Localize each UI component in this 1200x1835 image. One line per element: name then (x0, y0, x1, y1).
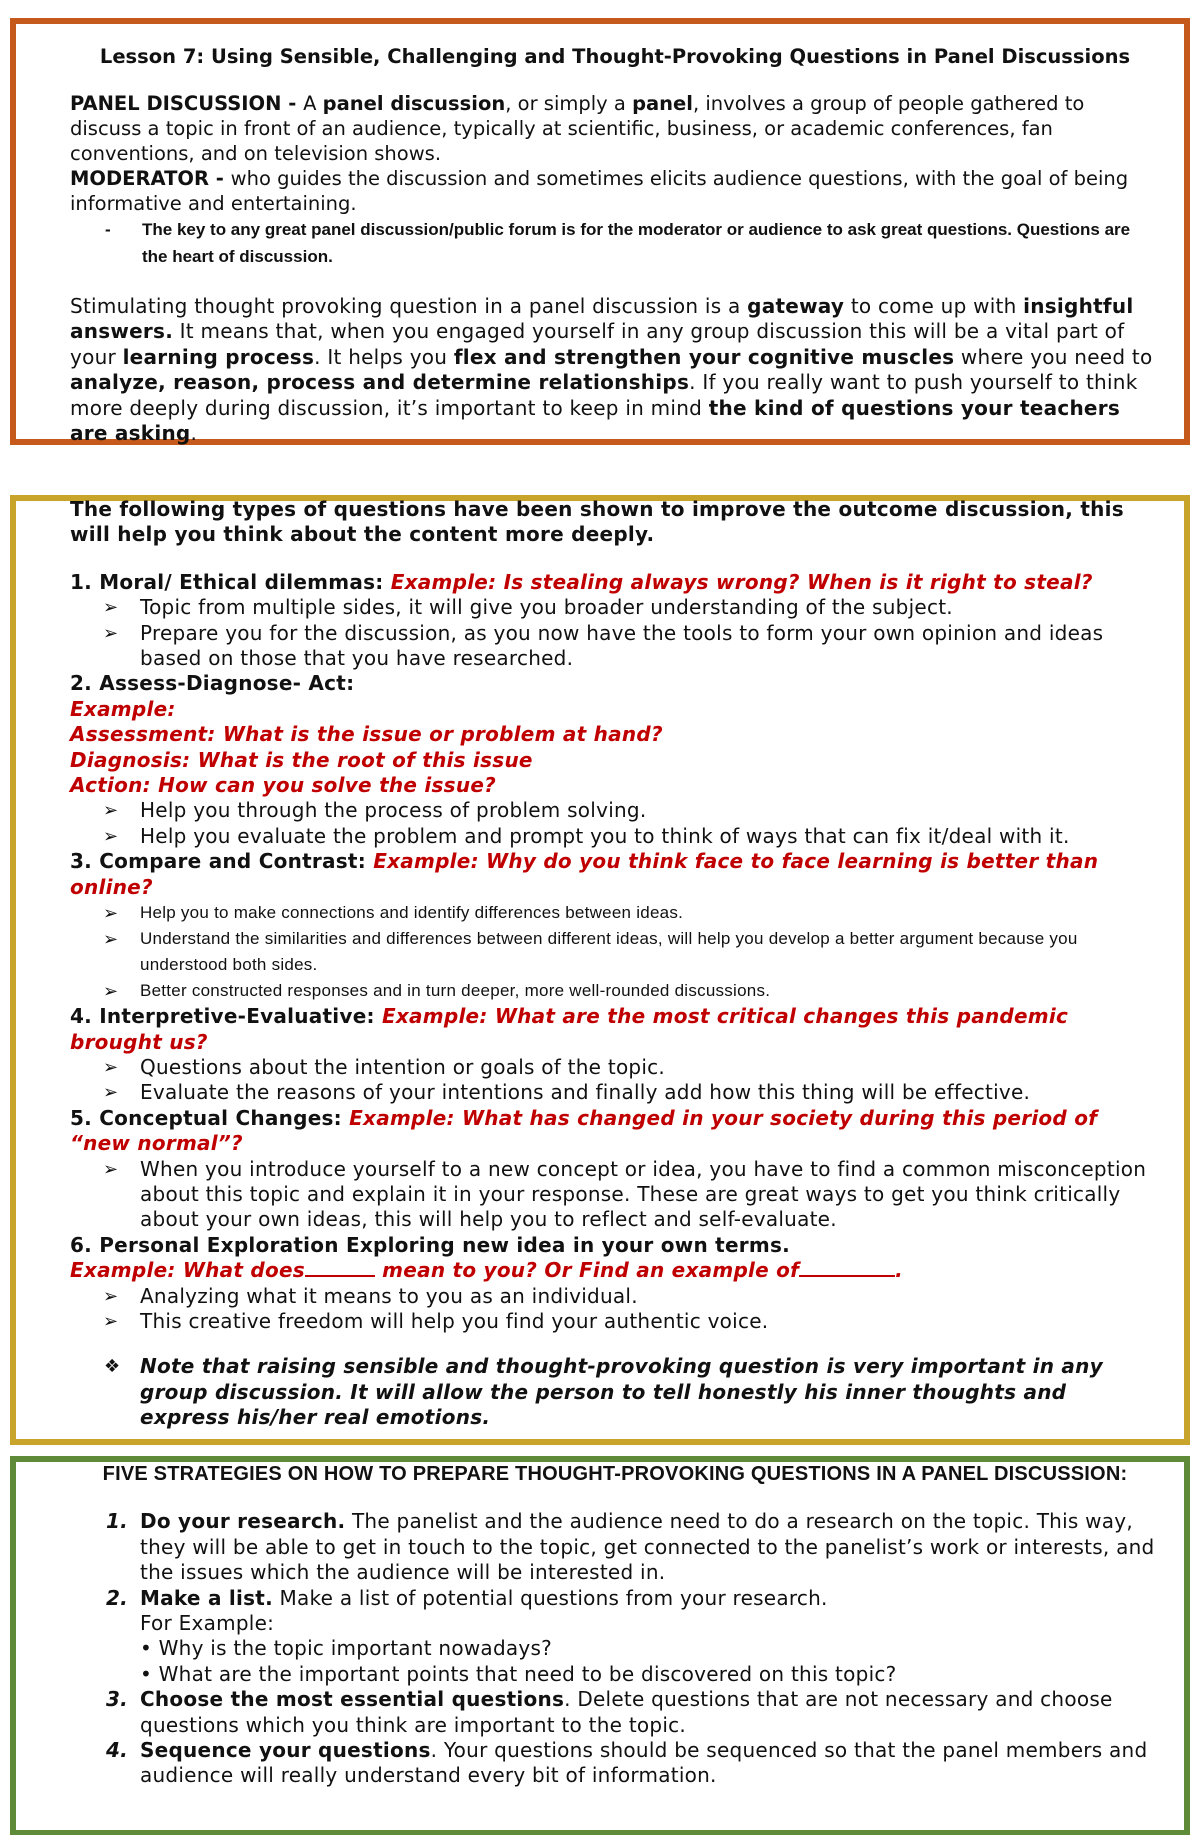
dash-bullet: - (105, 220, 111, 239)
q6-example-part-2: mean to you? Or Find an example of (374, 1258, 800, 1283)
item-text: . Delete questions that are not necessary and choose questions which you think are important to the topic. (140, 1687, 1113, 1737)
lesson-intro-section (70, 44, 1160, 446)
panel-definition (70, 91, 1160, 166)
panel-bold-2: panel (632, 92, 693, 115)
stim-text-6: . If you really want to push yourself to think more deeply during discussion, it’s important to keep in mind (70, 370, 1138, 420)
bullet-text: Topic from multiple sides, it will give you broader understanding of the subject. (140, 595, 953, 620)
sub-bullet-text: What are the important points that need to be discovered on this topic? (158, 1661, 897, 1686)
item-text: Make a list of potential questions from your research. (272, 1585, 828, 1610)
stimulating-paragraph (70, 294, 1160, 446)
list-item (70, 926, 1160, 978)
key-point-list (70, 216, 1160, 270)
arrow-bullet-icon: ➢ (103, 800, 119, 822)
q3-bullets (70, 900, 1160, 1004)
panel-text-2: , or simply a (505, 92, 633, 115)
list-item (70, 1080, 1160, 1105)
q2-diagnosis: Diagnosis: What is the root of this issue (70, 747, 533, 772)
q6-example-part-3: . (895, 1258, 903, 1283)
q6-example (70, 1258, 1160, 1283)
strategies-section (70, 1462, 1160, 1789)
list-item (70, 824, 1160, 849)
question-types-section (70, 497, 1160, 1431)
bullet-text: Evaluate the reasons of your intentions and finally add how this thing will be effective. (140, 1080, 1031, 1105)
arrow-bullet-icon: ➢ (103, 597, 119, 619)
bullet-text: Prepare you for the discussion, as you now have the tools to form your own opinion and ideas based on those that you have researched. (140, 620, 1104, 671)
item-heading: Choose the most essential questions (140, 1687, 565, 1712)
panel-text-3: , involves a group of people gathered to discuss a topic in front of an audience, typically at scientific, business, or academic conferences, fan conventions, and on television shows. (70, 92, 1085, 165)
list-item (70, 1738, 1160, 1789)
lesson-title: Lesson 7: Using Sensible, Challenging and Thought-Provoking Questions in Panel Discussions (99, 45, 1131, 68)
q4-heading (70, 1004, 1160, 1055)
bullet-text: This creative freedom will help you find your authentic voice. (140, 1308, 769, 1333)
item-heading: Sequence your questions (140, 1738, 431, 1763)
for-example-label: For Example: (140, 1611, 275, 1636)
q2-assessment: Assessment: What is the issue or problem at hand? (70, 722, 663, 747)
stim-text-1: Stimulating thought provoking question in a panel discussion is a (70, 294, 748, 318)
list-item (70, 1586, 1160, 1688)
stim-bold-1: gateway (747, 294, 845, 318)
q3-example: Example: Why do you think face to face learning is better than online? (70, 849, 1099, 899)
q6-example-part-1: Example: What does (70, 1258, 305, 1283)
diamond-bullet-icon: ❖ (104, 1356, 121, 1378)
list-item (70, 595, 1160, 620)
bullet-text: Questions about the intention or goals of the topic. (140, 1054, 666, 1079)
q2-example-label: Example: (70, 696, 176, 721)
bullet-text: Analyzing what it means to you as an individual. (140, 1283, 638, 1308)
q2-bullets (70, 798, 1160, 849)
fill-in-blank (305, 1275, 375, 1277)
stim-text-3: It means that, when you engaged yourself in any group discussion this will be a vital part of your (70, 319, 1125, 369)
q5-heading (70, 1106, 1160, 1157)
bullet-text: Help you evaluate the problem and prompt you to think of ways that can fix it/deal with it. (140, 823, 1070, 848)
list-item (70, 1687, 1160, 1738)
list-item (70, 798, 1160, 823)
stim-text-7: . (190, 421, 198, 446)
strategies-title: FIVE STRATEGIES ON HOW TO PREPARE THOUGHT-PROVOKING QUESTIONS IN A PANEL DISCUSSION: (102, 1463, 1128, 1485)
sub-bullet (140, 1662, 1160, 1687)
fill-in-blank (799, 1275, 895, 1277)
item-number: 4. (106, 1738, 129, 1763)
moderator-definition (70, 166, 1160, 216)
arrow-bullet-icon: ➢ (103, 903, 119, 924)
bullet-text: Help you to make connections and identify differences between ideas. (140, 903, 684, 923)
list-item (70, 621, 1160, 672)
dot-bullet-icon: • (140, 1661, 159, 1686)
list-item (70, 1055, 1160, 1080)
item-heading: Do your research. (140, 1509, 346, 1534)
list-item (70, 1157, 1160, 1233)
item-text: . Your questions should be sequenced so that the panel members and audience will really understand every bit of information. (140, 1738, 1148, 1788)
q1-title: 1. Moral/ Ethical dilemmas: (70, 569, 391, 594)
list-item (70, 1309, 1160, 1334)
q1-heading (70, 570, 1160, 595)
q1-example: Example: Is stealing always wrong? When is it right to steal? (390, 569, 1093, 594)
key-point (70, 216, 1160, 270)
q6-title: 6. Personal Exploration Exploring new idea in your own terms. (70, 1232, 790, 1257)
arrow-bullet-icon: ➢ (103, 825, 119, 847)
strategies-list (70, 1509, 1160, 1788)
q5-example: Example: What has changed in your society during this period of “new normal”? (70, 1105, 1098, 1156)
item-number: 2. (106, 1585, 129, 1610)
bullet-text: Better constructed responses and in turn deeper, more well-rounded discussions. (140, 981, 771, 1001)
important-note (70, 1354, 1160, 1430)
item-number: 3. (106, 1687, 129, 1712)
sub-bullet (140, 1636, 1160, 1661)
bullet-text: Understand the similarities and differences between different ideas, will help you develop a better argument because you understood both sides. (140, 929, 1078, 975)
panel-text-1: A (303, 92, 323, 115)
bullet-text: Help you through the process of problem solving. (140, 798, 647, 823)
q4-example: Example: What are the most critical changes this pandemic brought us? (70, 1004, 1069, 1054)
stim-bold-6: the kind of questions your teachers are asking (70, 395, 1121, 446)
stim-text-2: to come up with (844, 294, 1024, 318)
stim-bold-4: flex and strengthen your cognitive muscles (453, 344, 955, 369)
arrow-bullet-icon: ➢ (103, 929, 119, 950)
q3-title: 3. Compare and Contrast: (70, 849, 374, 874)
q4-bullets (70, 1055, 1160, 1106)
q1-bullets (70, 595, 1160, 671)
question-types-intro: The following types of questions have been shown to improve the outcome discussion, this will help you think about the content more deeply. (70, 497, 1124, 547)
key-point-text: The key to any great panel discussion/public forum is for the moderator or audience to ask great questions. Questions are the heart of discussion. (142, 220, 1131, 266)
q2-title: 2. Assess-Diagnose- Act: (70, 671, 355, 696)
moderator-text: who guides the discussion and sometimes elicits audience questions, with the goal of being informative and entertaining. (70, 167, 1129, 215)
item-number: 1. (106, 1509, 129, 1534)
q5-title: 5. Conceptual Changes: (70, 1105, 350, 1130)
arrow-bullet-icon: ➢ (103, 1056, 119, 1078)
stim-text-5: where you need to (954, 344, 1153, 369)
q4-title: 4. Interpretive-Evaluative: (70, 1004, 382, 1029)
stim-text-4: . It helps you (314, 344, 454, 369)
arrow-bullet-icon: ➢ (103, 981, 119, 1002)
list-item (70, 1284, 1160, 1309)
item-heading: Make a list. (140, 1585, 273, 1610)
panel-term: PANEL DISCUSSION - (70, 92, 304, 115)
item-text: The panelist and the audience need to do a research on the topic. This way, they will be able to get in touch to the topic, get connected to the panelist’s work or interests, and the issues which the audience will be interested in. (140, 1509, 1155, 1585)
bullet-text: When you introduce yourself to a new concept or idea, you have to find a common misconception about this topic and explain it in your response. These are great ways to get you think critically about your own ideas, this will help you to reflect and self-evaluate. (140, 1156, 1147, 1232)
q2-action: Action: How can you solve the issue? (70, 773, 496, 798)
sub-bullet-text: Why is the topic important nowadays? (158, 1636, 553, 1661)
arrow-bullet-icon: ➢ (103, 1082, 119, 1104)
dot-bullet-icon: • (140, 1636, 159, 1661)
arrow-bullet-icon: ➢ (103, 1158, 119, 1180)
moderator-term: MODERATOR - (70, 167, 231, 190)
arrow-bullet-icon: ➢ (103, 622, 119, 644)
list-item (70, 1509, 1160, 1585)
stim-bold-3: learning process (122, 344, 315, 369)
q5-bullets (70, 1157, 1160, 1233)
arrow-bullet-icon: ➢ (103, 1285, 119, 1307)
stim-bold-2: insightful answers. (70, 294, 1134, 344)
stim-bold-5: analyze, reason, process and determine relationships (70, 370, 690, 395)
list-item (70, 978, 1160, 1004)
list-item (70, 900, 1160, 926)
panel-bold-1: panel discussion (322, 92, 506, 115)
q3-heading (70, 849, 1160, 900)
arrow-bullet-icon: ➢ (103, 1310, 119, 1332)
note-text: Note that raising sensible and thought-provoking question is very important in any group discussion. It will allow the person to tell honestly his inner thoughts and express his/her real emotions. (140, 1354, 1103, 1430)
q6-bullets (70, 1284, 1160, 1335)
